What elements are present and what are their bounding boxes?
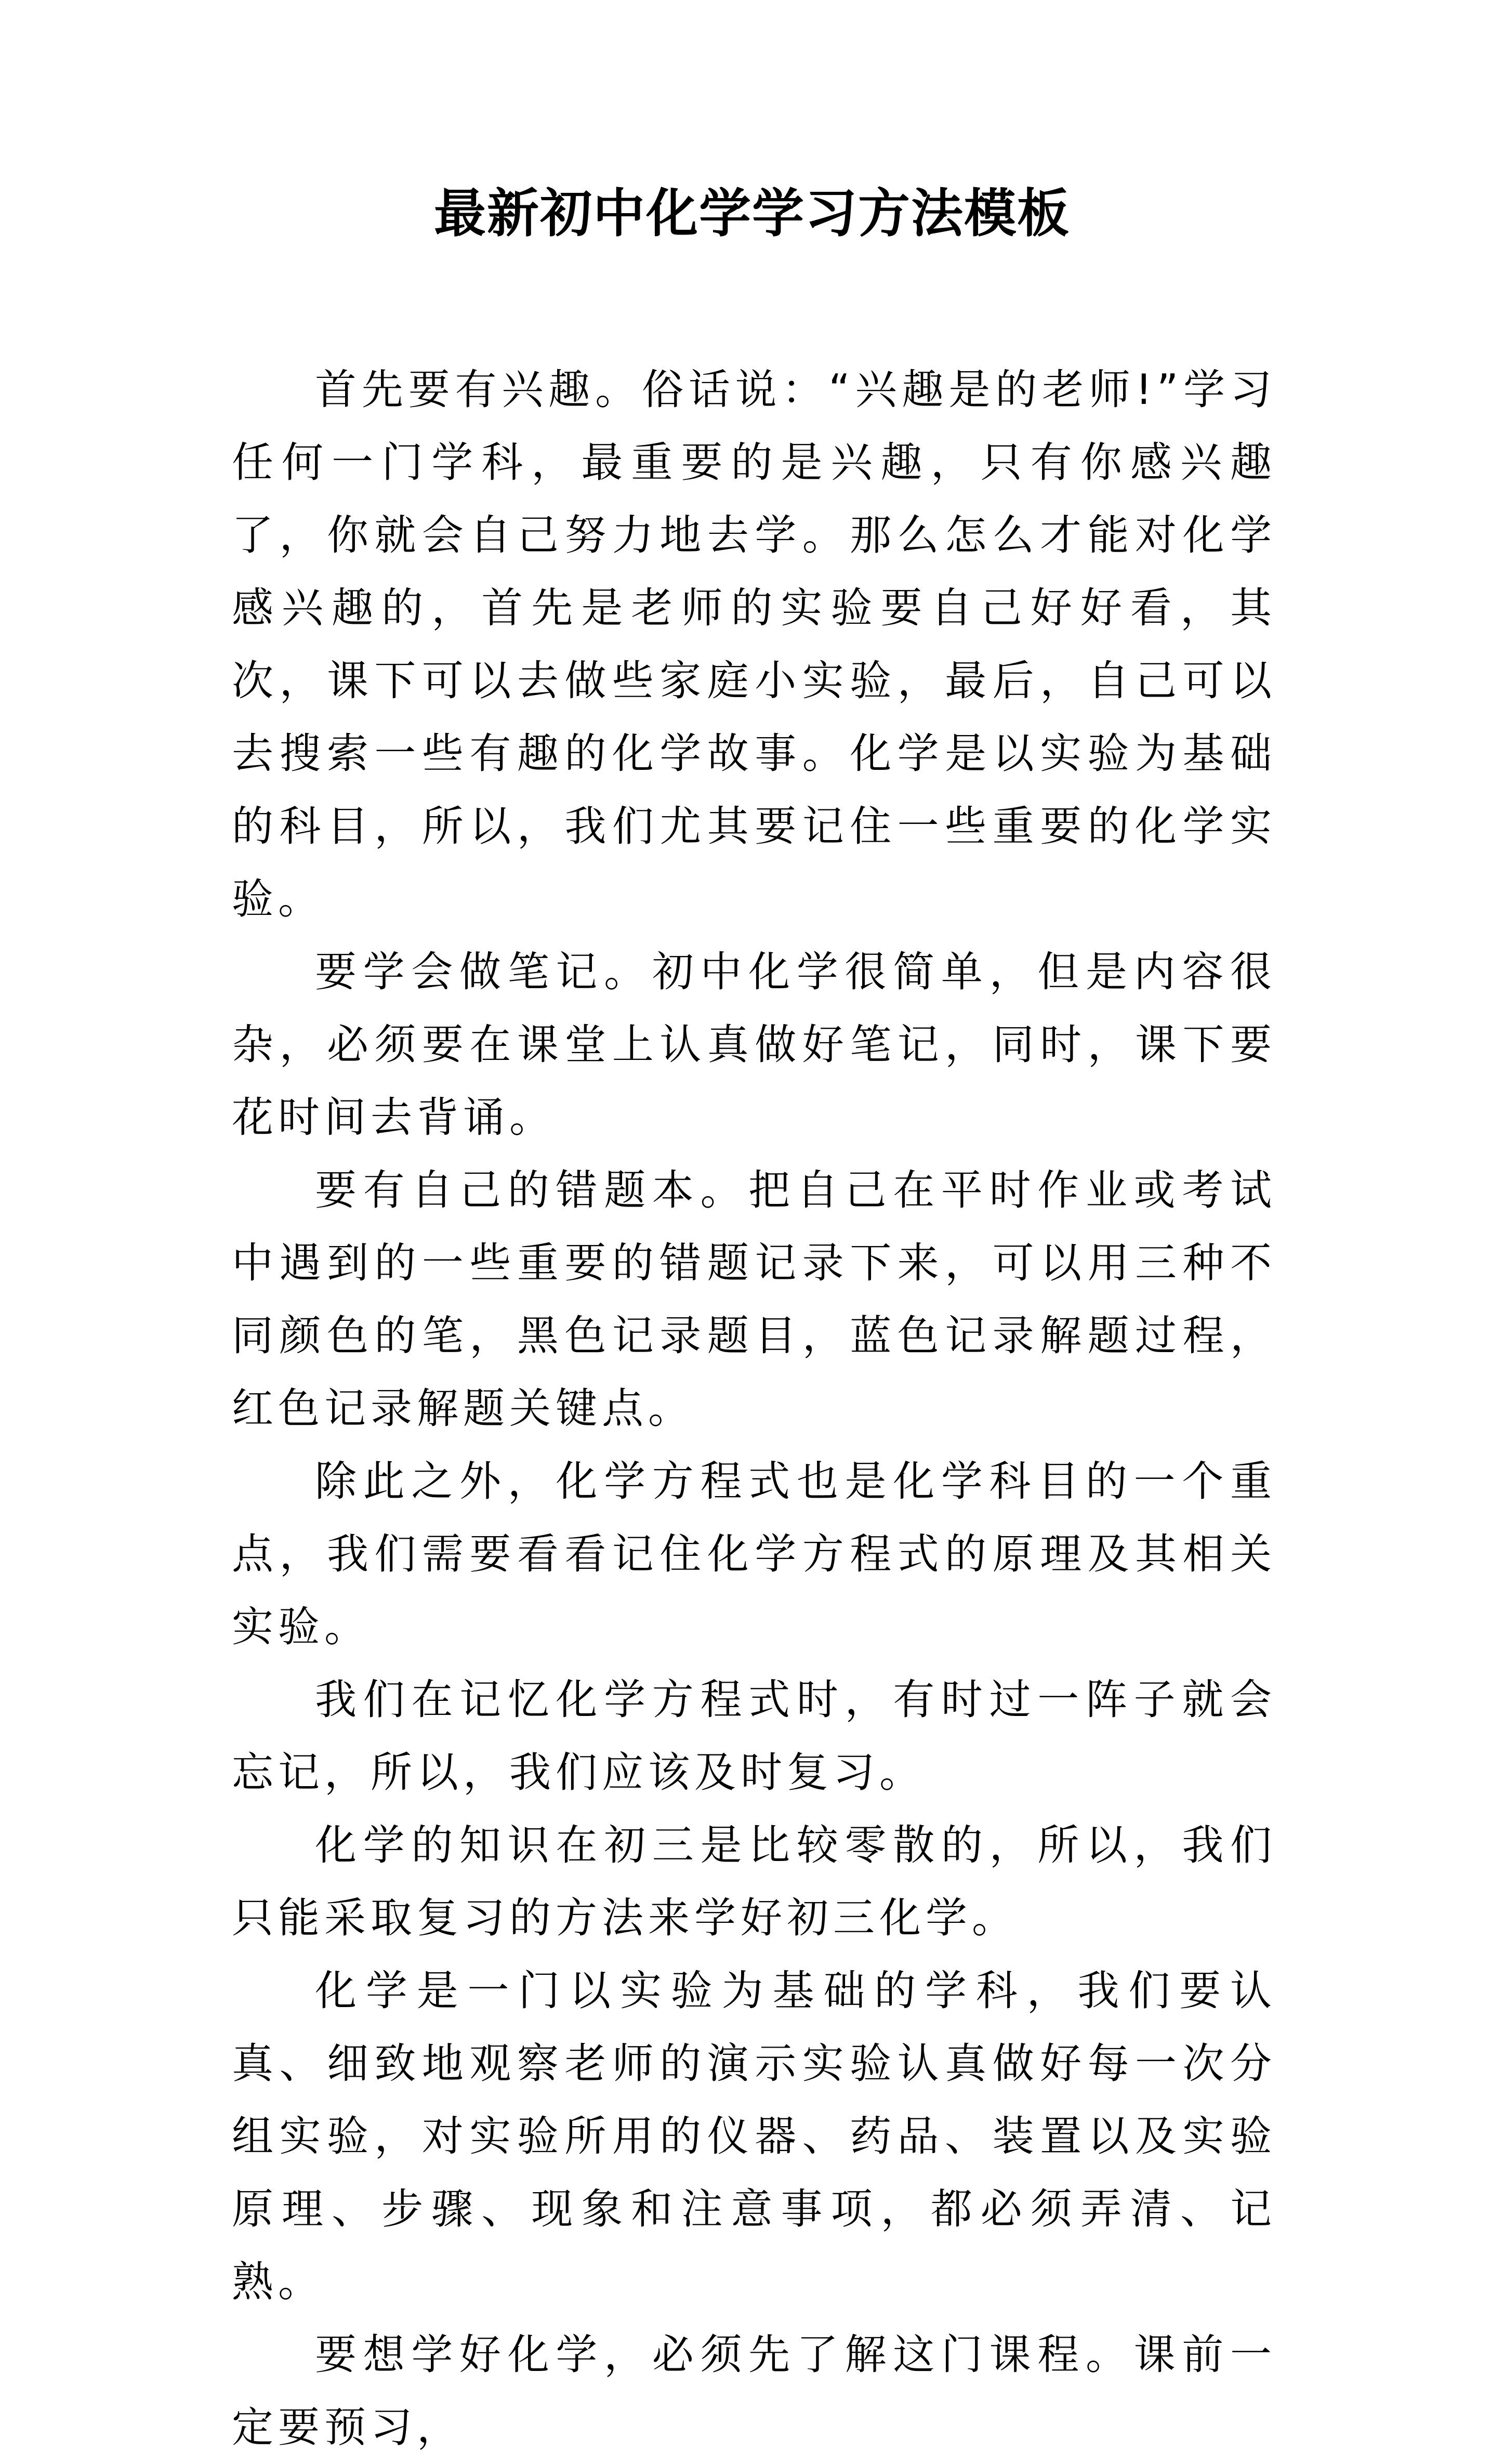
paragraph-notes: 要学会做笔记。初中化学很简单，但是内容很杂，必须要在课堂上认真做好笔记，同时，课下要花时间去背诵。 (232, 948, 1276, 1142)
paragraph-experiments: 化学是一门以实验为基础的学科，我们要认真、细致地观察老师的演示实验认真做好每一次分组实验，对实验所用的仪器、药品、装置以及实验原理、步骤、现象和注意事项，都必须弄清、记熟。 (232, 1967, 1276, 2306)
paragraph-error-book: 要有自己的错题本。把自己在平时作业或考试中遇到的一些重要的错题记录下来，可以用三种不同颜色的笔，黑色记录题目，蓝色记录解题过程，红色记录解题关键点。 (232, 1166, 1276, 1433)
paragraph-preview: 要想学好化学，必须先了解这门课程。课前一定要预习， (232, 2330, 1276, 2452)
paragraph-scattered-knowledge: 化学的知识在初三是比较零散的，所以，我们只能采取复习的方法来学好初三化学。 (232, 1821, 1276, 1942)
document-body (232, 353, 1276, 2464)
paragraph-interest: 首先要有兴趣。俗话说：“兴趣是的老师!”学习任何一门学科，最重要的是兴趣，只有你感兴趣了，你就会自己努力地去学。那么怎么才能对化学感兴趣的，首先是老师的实验要自己好好看，其次，课下可以去做些家庭小实验，最后，自己可以去搜索一些有趣的化学故事。化学是以实验为基础的科目，所以，我们尤其要记住一些重要的化学实验。 (232, 365, 1276, 923)
paragraph-equations: 除此之外，化学方程式也是化学科目的一个重点，我们需要看看记住化学方程式的原理及其相关实验。 (232, 1457, 1276, 1651)
paragraph-review: 我们在记忆化学方程式时，有时过一阵子就会忘记，所以，我们应该及时复习。 (232, 1675, 1276, 1797)
document-title: 最新初中化学学习方法模板 (434, 182, 1070, 244)
